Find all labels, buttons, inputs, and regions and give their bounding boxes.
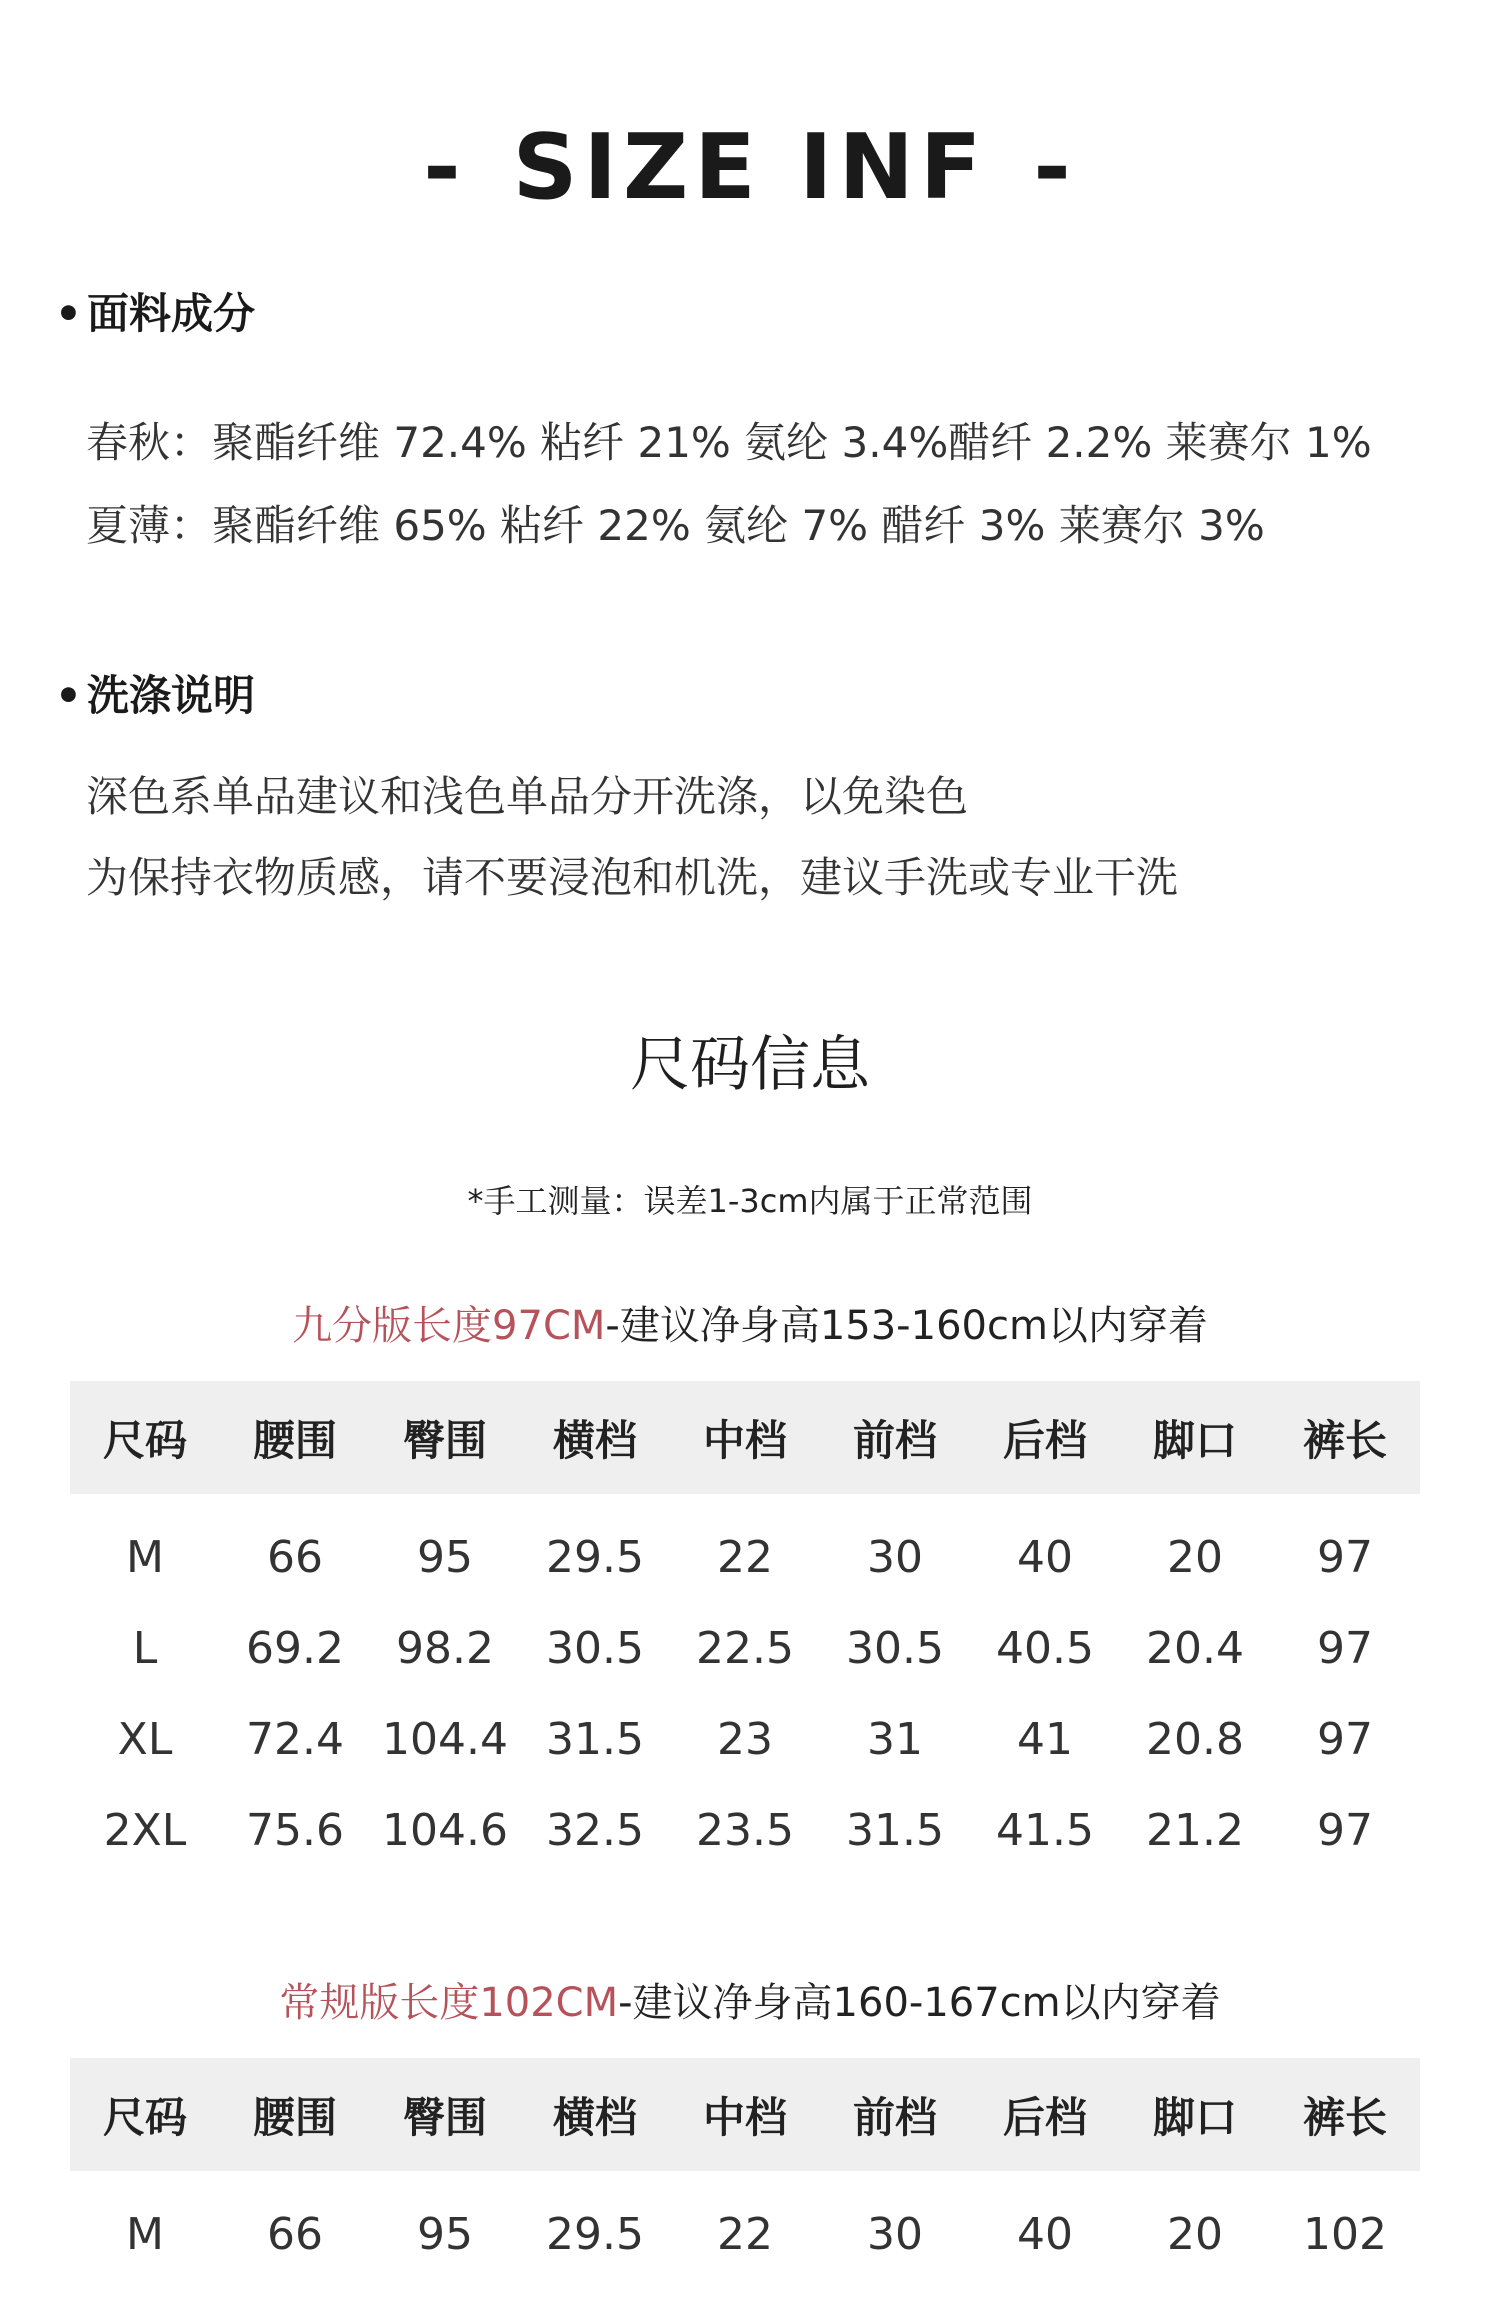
washing-heading-label: 洗涤说明 — [87, 671, 256, 720]
fabric-line-spring: 春秋：聚酯纤维 72.4% 粘纤 21% 氨纶 3.4%醋纤 2.2% 莱赛尔 1% — [86, 418, 1372, 467]
table-cell: 95 — [417, 2209, 473, 2260]
caption-accent: 常规版长度102CM — [279, 1980, 619, 2026]
header-thigh: 横档 — [520, 1381, 670, 1494]
bullet-icon: • — [55, 289, 82, 338]
table-cell: 30 — [867, 1532, 923, 1583]
fabric-heading-label: 面料成分 — [87, 289, 256, 338]
table-cell: 72.4 — [246, 1714, 344, 1765]
table-cell: 98.2 — [396, 1623, 494, 1674]
table-cell: 75.6 — [246, 1805, 344, 1856]
caption-rest: -建议净身高153-160cm以内穿着 — [605, 1303, 1208, 1349]
table-cell: L — [132, 1623, 158, 1674]
title-dash-left: - — [423, 115, 467, 220]
header-knee: 中档 — [670, 2058, 820, 2171]
table-cell: 97 — [1317, 1532, 1373, 1583]
header-size: 尺码 — [70, 2058, 220, 2171]
table-cell: M — [126, 2209, 164, 2260]
bullet-icon: • — [55, 671, 82, 720]
header-back-rise: 后档 — [970, 2058, 1120, 2171]
header-hem: 脚口 — [1120, 1381, 1270, 1494]
table-cell: 97 — [1317, 1714, 1373, 1765]
title-text: SIZE INF — [512, 115, 988, 220]
table-cell: 29.5 — [546, 1532, 644, 1583]
table-header-row — [70, 2058, 1420, 2171]
table-row — [70, 1603, 1420, 1694]
measurement-note: *手工测量：误差1-3cm内属于正常范围 — [467, 1182, 1033, 1220]
header-waist: 腰围 — [220, 1381, 370, 1494]
table-cell: 66 — [267, 2209, 323, 2260]
table-cell: 30 — [867, 2209, 923, 2260]
table-cell: 2XL — [103, 1805, 187, 1856]
table-cell: 30.5 — [546, 1623, 644, 1674]
table-cell: 102 — [1303, 2209, 1387, 2260]
table-row — [70, 1785, 1420, 1876]
table-caption-cropped — [0, 1300, 1500, 1352]
table-cell: 21.2 — [1146, 1805, 1244, 1856]
table-cell: 30.5 — [846, 1623, 944, 1674]
table-cell: 40 — [1017, 1532, 1073, 1583]
page-title — [0, 115, 1500, 220]
table-cell: 97 — [1317, 1623, 1373, 1674]
table-cell: 20 — [1167, 2209, 1223, 2260]
header-length: 裤长 — [1270, 1381, 1420, 1494]
header-waist: 腰围 — [220, 2058, 370, 2171]
table-cell: 23 — [717, 1714, 773, 1765]
table-cell: 29.5 — [546, 2209, 644, 2260]
table-cell: 22.5 — [696, 1623, 794, 1674]
table-cell: 20.8 — [1146, 1714, 1244, 1765]
caption-rest: -建议净身高160-167cm以内穿着 — [618, 1980, 1221, 2026]
table-cell: 22 — [717, 1532, 773, 1583]
table-row — [70, 2171, 1420, 2280]
washing-line-1: 深色系单品建议和浅色单品分开洗涤，以免染色 — [86, 772, 969, 821]
table-cell: 31.5 — [546, 1714, 644, 1765]
header-hem: 脚口 — [1120, 2058, 1270, 2171]
fabric-line-summer: 夏薄：聚酯纤维 65% 粘纤 22% 氨纶 7% 醋纤 3% 莱赛尔 3% — [86, 501, 1265, 550]
table-cell: 20 — [1167, 1532, 1223, 1583]
header-thigh: 横档 — [520, 2058, 670, 2171]
header-front-rise: 前档 — [820, 2058, 970, 2171]
header-length: 裤长 — [1270, 2058, 1420, 2171]
table-cell: 41.5 — [996, 1805, 1094, 1856]
table-cell: 97 — [1317, 1805, 1373, 1856]
washing-line-2: 为保持衣物质感，请不要浸泡和机洗，建议手洗或专业干洗 — [86, 853, 1179, 902]
table-cell: 104.6 — [382, 1805, 508, 1856]
table-cell: 40 — [1017, 2209, 1073, 2260]
fabric-heading — [55, 286, 255, 342]
header-knee: 中档 — [670, 1381, 820, 1494]
table-cell: 20.4 — [1146, 1623, 1244, 1674]
table-cell: 66 — [267, 1532, 323, 1583]
table-cell: 95 — [417, 1532, 473, 1583]
size-table-cropped — [70, 1381, 1420, 1876]
header-hip: 臀围 — [370, 2058, 520, 2171]
table-cell: 31.5 — [846, 1805, 944, 1856]
header-front-rise: 前档 — [820, 1381, 970, 1494]
table-header-row — [70, 1381, 1420, 1494]
table-cell: XL — [117, 1714, 173, 1765]
table-cell: 23.5 — [696, 1805, 794, 1856]
table-cell: 32.5 — [546, 1805, 644, 1856]
table-cell: 104.4 — [382, 1714, 508, 1765]
table-row — [70, 1694, 1420, 1785]
table-cell: 69.2 — [246, 1623, 344, 1674]
table-caption-regular — [0, 1977, 1500, 2029]
table-cell: 22 — [717, 2209, 773, 2260]
caption-accent: 九分版长度97CM — [292, 1303, 606, 1349]
table-cell: 31 — [867, 1714, 923, 1765]
table-row — [70, 1494, 1420, 1603]
header-back-rise: 后档 — [970, 1381, 1120, 1494]
header-size: 尺码 — [70, 1381, 220, 1494]
table-cell: 41 — [1017, 1714, 1073, 1765]
table-cell: 40.5 — [996, 1623, 1094, 1674]
title-dash-right: - — [1033, 115, 1077, 220]
size-table-regular — [70, 2058, 1420, 2280]
size-info-heading: 尺码信息 — [630, 1030, 870, 1100]
washing-heading — [55, 668, 255, 724]
header-hip: 臀围 — [370, 1381, 520, 1494]
table-cell: M — [126, 1532, 164, 1583]
